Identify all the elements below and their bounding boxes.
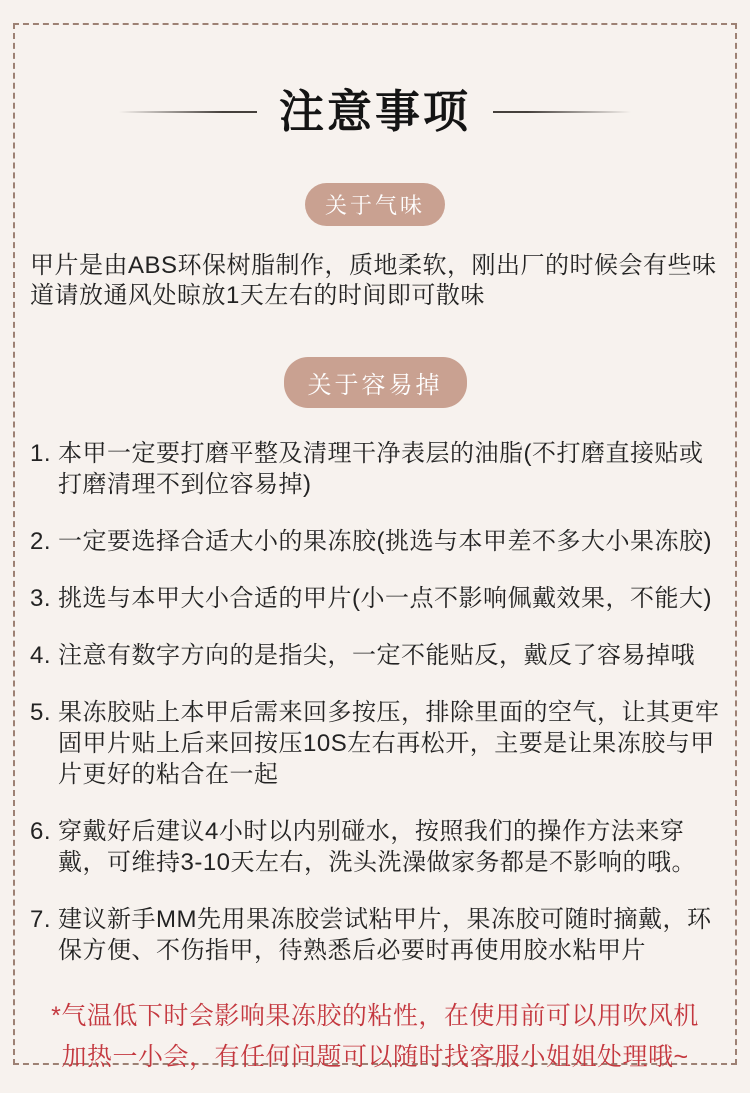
list-item-5	[30, 697, 720, 790]
item-text: 建议新手MM先用果冻胶尝试粘甲片，果冻胶可随时摘戴，环保方便、不伤指甲，待熟悉后必要时再使用胶水粘甲片	[58, 906, 712, 964]
item-text: 本甲一定要打磨平整及清理干净表层的油脂(不打磨直接贴或打磨清理不到位容易掉)	[58, 440, 704, 498]
list-item-4	[30, 640, 720, 671]
section-badge-falling: 关于容易掉	[284, 357, 467, 408]
item-number: 2.	[30, 528, 52, 555]
section-badge-smell: 关于气味	[305, 183, 445, 226]
list-item-7	[30, 904, 720, 966]
smell-description: 甲片是由ABS环保树脂制作，质地柔软，刚出厂的时候会有些味道请放通风处晾放1天左右的时间即可散味	[30, 252, 717, 309]
title-divider-left	[119, 111, 257, 113]
list-item-6	[30, 816, 720, 878]
item-text: 穿戴好后建议4小时以内别碰水，按照我们的操作方法来穿戴，可维持3-10天左右，洗头洗澡做家务都是不影响的哦。	[58, 818, 697, 876]
item-text: 注意有数字方向的是指尖，一定不能贴反，戴反了容易掉哦	[58, 642, 695, 669]
list-item-1	[30, 438, 720, 500]
item-number: 5.	[30, 699, 52, 726]
item-text: 果冻胶贴上本甲后需来回多按压，排除里面的空气，让其更牢固甲片贴上后来回按压10S左右再松开，主要是让果冻胶与甲片更好的粘合在一起	[58, 699, 720, 788]
list-item-3	[30, 583, 720, 614]
list-item-2	[30, 526, 720, 557]
footnote-line-1: *气温低下时会影响果冻胶的粘性，在使用前可以用吹风机	[51, 1002, 699, 1030]
item-number: 6.	[30, 818, 52, 845]
title-row	[30, 0, 720, 138]
item-number: 1.	[30, 440, 52, 467]
instructions-list	[30, 438, 720, 966]
footnote-line-2: 加热一小会，有任何问题可以随时找客服小姐姐处理哦~	[61, 1043, 689, 1071]
page-title: 注意事项	[278, 86, 471, 137]
item-number: 7.	[30, 906, 52, 933]
item-number: 4.	[30, 642, 52, 669]
title-divider-right	[493, 111, 631, 113]
item-text: 挑选与本甲大小合适的甲片(小一点不影响佩戴效果，不能大)	[58, 585, 712, 612]
item-number: 3.	[30, 585, 52, 612]
footnote	[30, 996, 720, 1078]
item-text: 一定要选择合适大小的果冻胶(挑选与本甲差不多大小果冻胶)	[58, 528, 712, 555]
